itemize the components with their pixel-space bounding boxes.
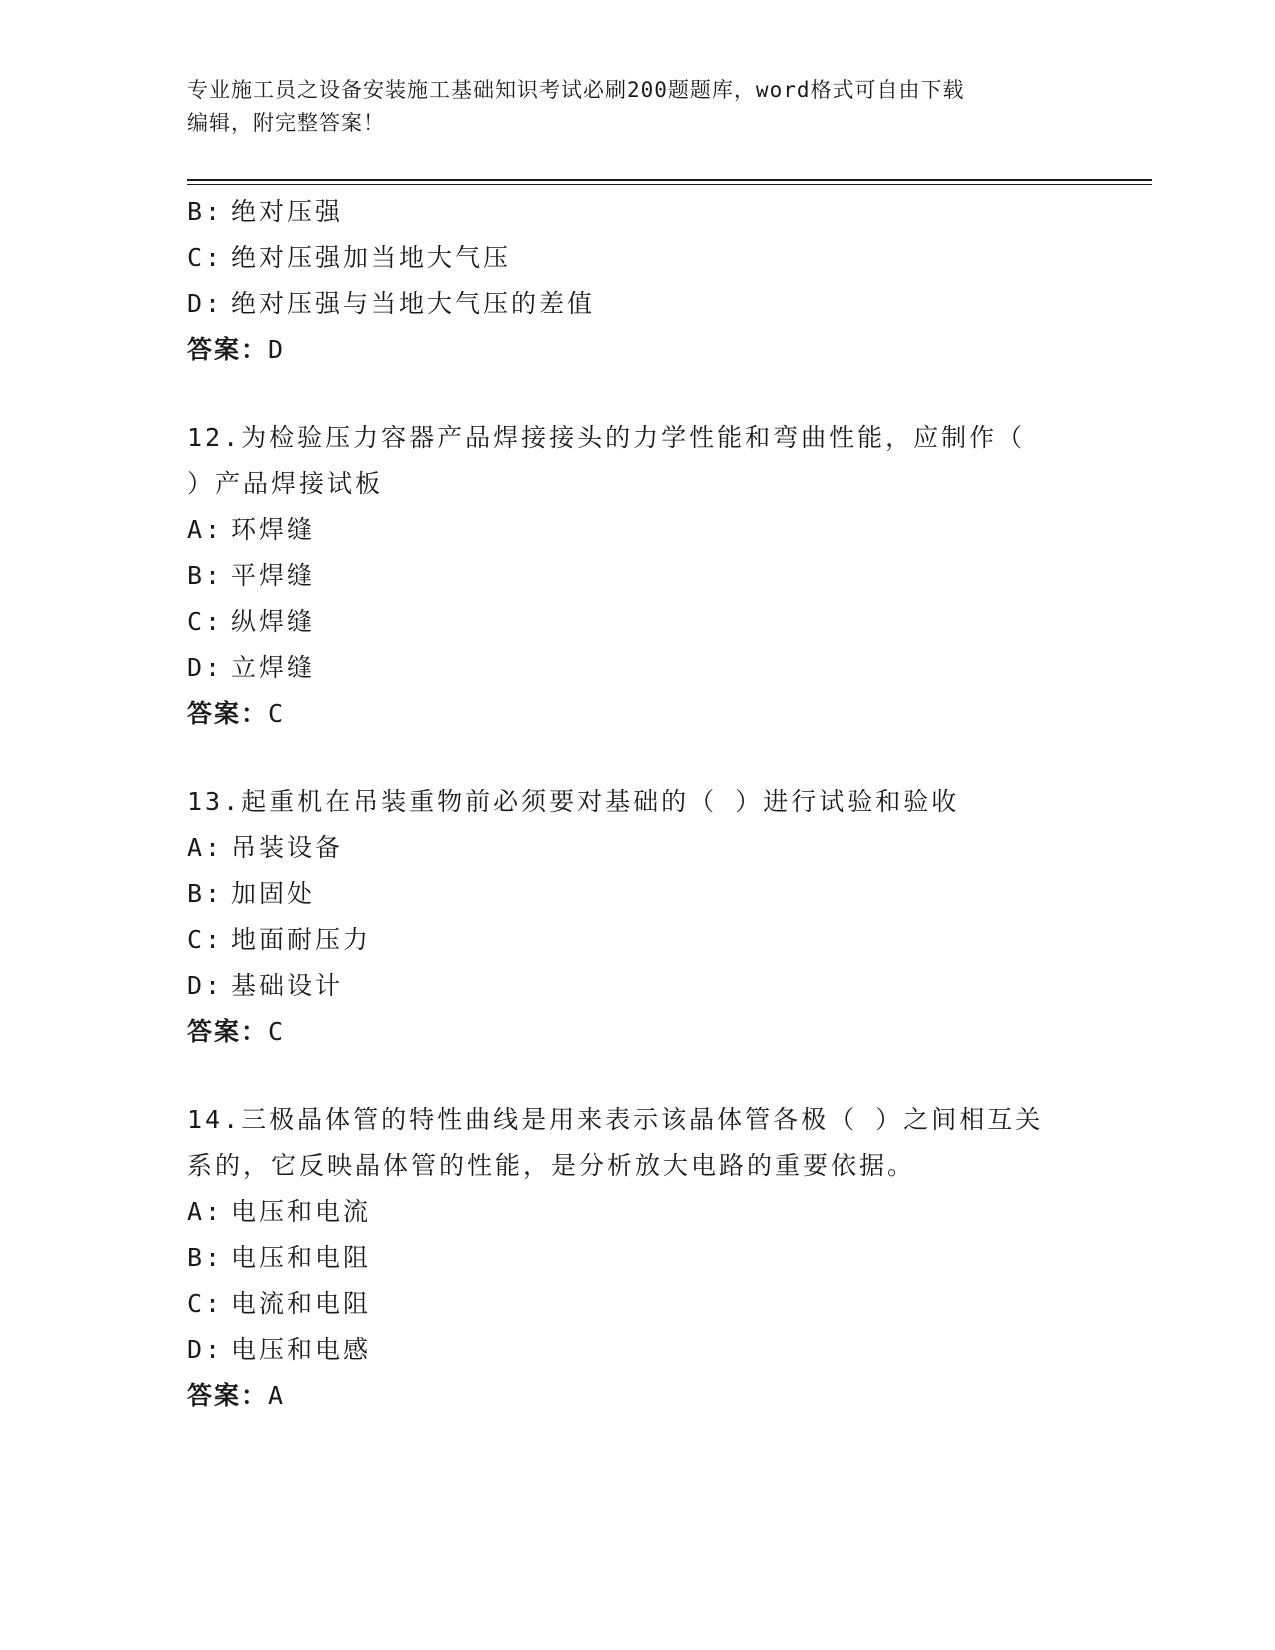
option-d xyxy=(187,645,1087,691)
option-text: 地面耐压力 xyxy=(231,925,372,954)
header-line-2: 编辑，附完整答案！ xyxy=(187,111,385,135)
answer-line xyxy=(187,327,1087,373)
option-key: D: xyxy=(187,289,224,318)
option-key: B: xyxy=(187,561,224,590)
answer-label: 答案： xyxy=(187,1381,269,1410)
option-text: 绝对压强加当地大气压 xyxy=(231,243,512,272)
option-text: 电流和电阻 xyxy=(231,1289,372,1318)
option-b xyxy=(187,189,1087,235)
option-key: D: xyxy=(187,971,224,1000)
option-text: 绝对压强与当地大气压的差值 xyxy=(231,289,596,318)
option-b xyxy=(187,553,1087,599)
option-text: 平焊缝 xyxy=(231,561,316,590)
question-list xyxy=(187,189,1087,1419)
option-text: 电压和电流 xyxy=(231,1197,372,1226)
option-a xyxy=(187,825,1087,871)
option-text: 环焊缝 xyxy=(231,515,316,544)
option-text: 绝对压强 xyxy=(231,197,344,226)
option-d xyxy=(187,1327,1087,1373)
question-stem-line: 13.起重机在吊装重物前必须要对基础的（ ）进行试验和验收 xyxy=(187,787,960,816)
option-text: 电压和电阻 xyxy=(231,1243,372,1272)
option-key: A: xyxy=(187,833,224,862)
question-stem-line: ）产品焊接试板 xyxy=(187,469,384,498)
option-c xyxy=(187,917,1087,963)
option-key: A: xyxy=(187,515,224,544)
question-stem-line: 12.为检验压力容器产品焊接接头的力学性能和弯曲性能，应制作（ xyxy=(187,423,1026,452)
option-key: B: xyxy=(187,197,224,226)
answer-value: C xyxy=(268,1017,286,1046)
option-key: C: xyxy=(187,607,224,636)
question-stem-line: 14.三极晶体管的特性曲线是用来表示该晶体管各极（ ）之间相互关 xyxy=(187,1105,1044,1134)
answer-line xyxy=(187,691,1087,737)
question-block-13 xyxy=(187,779,1087,1055)
option-key: C: xyxy=(187,1289,224,1318)
option-key: D: xyxy=(187,653,224,682)
answer-label: 答案： xyxy=(187,335,269,364)
document-header xyxy=(187,74,1087,140)
option-b xyxy=(187,871,1087,917)
answer-value: A xyxy=(268,1381,286,1410)
header-divider-thick xyxy=(187,179,1152,181)
option-d xyxy=(187,281,1087,327)
option-text: 电压和电感 xyxy=(231,1335,372,1364)
question-block-14 xyxy=(187,1097,1087,1419)
option-key: D: xyxy=(187,1335,224,1364)
answer-label: 答案： xyxy=(187,1017,269,1046)
option-key: C: xyxy=(187,925,224,954)
option-key: C: xyxy=(187,243,224,272)
option-c xyxy=(187,599,1087,645)
question-block-11 xyxy=(187,189,1087,373)
answer-value: C xyxy=(268,699,286,728)
option-text: 纵焊缝 xyxy=(231,607,316,636)
header-line-1: 专业施工员之设备安装施工基础知识考试必刷200题题库，word格式可自由下载 xyxy=(187,78,965,102)
option-c xyxy=(187,235,1087,281)
option-key: A: xyxy=(187,1197,224,1226)
option-d xyxy=(187,963,1087,1009)
option-a xyxy=(187,507,1087,553)
option-text: 基础设计 xyxy=(231,971,344,1000)
option-key: B: xyxy=(187,1243,224,1272)
option-text: 立焊缝 xyxy=(231,653,316,682)
header-divider-thin xyxy=(187,184,1152,185)
option-c xyxy=(187,1281,1087,1327)
question-block-12 xyxy=(187,415,1087,737)
option-text: 吊装设备 xyxy=(231,833,344,862)
option-b xyxy=(187,1235,1087,1281)
answer-line xyxy=(187,1373,1087,1419)
option-key: B: xyxy=(187,879,224,908)
option-text: 加固处 xyxy=(231,879,316,908)
option-a xyxy=(187,1189,1087,1235)
answer-label: 答案： xyxy=(187,699,269,728)
answer-line xyxy=(187,1009,1087,1055)
question-stem-line: 系的，它反映晶体管的性能，是分析放大电路的重要依据。 xyxy=(187,1151,916,1180)
answer-value: D xyxy=(268,335,286,364)
